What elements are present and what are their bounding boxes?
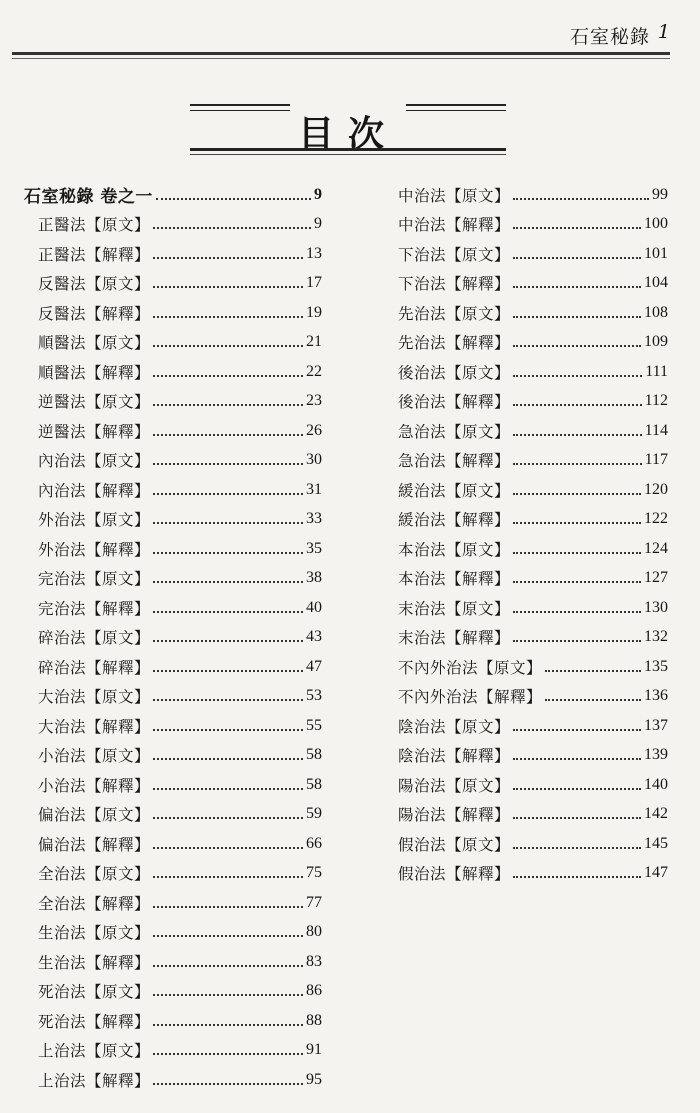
toc-entry-label: 死治法【解釋】 — [38, 1012, 151, 1031]
toc-entry-page: 77 — [306, 893, 322, 911]
toc-entry — [24, 475, 322, 505]
toc-entry-label: 急治法【原文】 — [398, 422, 511, 441]
toc-entry-page: 132 — [644, 628, 668, 646]
toc-entry-page: 26 — [306, 421, 322, 439]
header-rule-thin — [12, 58, 670, 59]
toc-entry-page: 111 — [645, 362, 668, 380]
toc-entry-page: 139 — [644, 746, 668, 764]
toc-column-left — [24, 180, 322, 1095]
toc-entry-label: 緩治法【解釋】 — [398, 511, 511, 530]
toc-entry-page: 83 — [306, 952, 322, 970]
toc-entry-label: 小治法【原文】 — [38, 747, 151, 766]
toc-entry-page: 13 — [306, 244, 322, 262]
toc-entry-page: 40 — [306, 598, 322, 616]
toc-leader-dots — [153, 257, 303, 259]
toc-entry-label: 偏治法【原文】 — [38, 806, 151, 825]
toc-entry — [384, 475, 668, 505]
toc-entry-page: 35 — [306, 539, 322, 557]
title-block — [190, 100, 506, 158]
toc-leader-dots — [153, 493, 303, 495]
toc-entry-label: 末治法【原文】 — [398, 599, 511, 618]
toc-heading — [24, 180, 322, 210]
toc-entry — [384, 623, 668, 653]
toc-entry-label: 順醫法【解釋】 — [38, 363, 151, 382]
toc-entry-label: 大治法【解釋】 — [38, 717, 151, 736]
toc-leader-dots — [153, 316, 303, 318]
toc-leader-dots — [153, 788, 303, 790]
toc-entry-label: 完治法【原文】 — [38, 570, 151, 589]
toc-entry-label: 反醫法【原文】 — [38, 275, 151, 294]
toc-leader-dots — [513, 729, 641, 731]
title-rule — [190, 110, 290, 111]
toc-entry — [24, 239, 322, 269]
toc-entry-label: 急治法【解釋】 — [398, 452, 511, 471]
toc-entry-label: 生治法【解釋】 — [38, 953, 151, 972]
toc-leader-dots — [153, 670, 303, 672]
title-rule — [406, 104, 506, 106]
toc-leader-dots — [153, 965, 303, 967]
toc-leader-dots — [513, 198, 649, 200]
toc-entry-page: 95 — [306, 1070, 322, 1088]
page-number: 1 — [657, 21, 670, 43]
toc-entry-label: 緩治法【原文】 — [398, 481, 511, 500]
toc-leader-dots — [513, 552, 641, 554]
toc-leader-dots — [513, 788, 641, 790]
toc-entry-label: 順醫法【原文】 — [38, 334, 151, 353]
toc-entry-page: 31 — [306, 480, 322, 498]
toc-entry — [24, 534, 322, 564]
toc-entry-label: 全治法【原文】 — [38, 865, 151, 884]
toc-leader-dots — [513, 611, 641, 613]
toc-leader-dots — [513, 434, 642, 436]
toc-entry — [24, 593, 322, 623]
toc-entry-label: 全治法【解釋】 — [38, 894, 151, 913]
toc-entry-page: 147 — [644, 864, 668, 882]
toc-entry — [384, 210, 668, 240]
toc-entry-label: 上治法【解釋】 — [38, 1071, 151, 1090]
toc-entry-page: 55 — [306, 716, 322, 734]
toc-leader-dots — [513, 640, 641, 642]
toc-leader-dots — [513, 493, 641, 495]
toc-entry-page: 135 — [644, 657, 668, 675]
toc-entry — [24, 977, 322, 1007]
toc-leader-dots — [153, 876, 303, 878]
toc-leader-dots — [153, 552, 303, 554]
toc-entry — [24, 416, 322, 446]
toc-entry-page: 80 — [306, 923, 322, 941]
toc-entry — [24, 269, 322, 299]
toc-entry — [24, 918, 322, 948]
toc-entry-page: 114 — [644, 421, 668, 439]
toc-entry — [24, 741, 322, 771]
toc-entry — [24, 387, 322, 417]
toc-entry-page: 101 — [644, 244, 668, 262]
toc-leader-dots — [513, 257, 641, 259]
title-rule — [406, 110, 506, 111]
header-rule — [12, 52, 670, 55]
toc-entry-page: 9 — [314, 185, 322, 203]
toc-leader-dots — [513, 286, 641, 288]
toc-leader-dots — [153, 935, 303, 937]
toc-entry-page: 137 — [644, 716, 668, 734]
toc-entry-label: 後治法【原文】 — [398, 363, 511, 382]
toc-entry — [24, 888, 322, 918]
toc-leader-dots — [153, 640, 303, 642]
toc-entry-label: 先治法【原文】 — [398, 304, 511, 323]
toc-entry — [24, 1006, 322, 1036]
toc-entry-label: 石室秘錄 卷之一 — [24, 187, 153, 208]
toc-entry — [24, 505, 322, 535]
toc-leader-dots — [513, 375, 642, 377]
toc-entry-page: 9 — [314, 215, 322, 233]
toc-entry-page: 17 — [306, 274, 322, 292]
toc-leader-dots — [153, 906, 303, 908]
toc-entry — [384, 800, 668, 830]
toc-entry-label: 上治法【原文】 — [38, 1042, 151, 1061]
toc-entry — [24, 564, 322, 594]
toc-entry — [384, 711, 668, 741]
toc-entry — [24, 357, 322, 387]
toc-entry-label: 完治法【解釋】 — [38, 599, 151, 618]
toc-entry — [384, 239, 668, 269]
toc-entry-page: 130 — [644, 598, 668, 616]
toc-entry-page: 58 — [306, 775, 322, 793]
toc-entry-label: 外治法【原文】 — [38, 511, 151, 530]
toc-leader-dots — [513, 581, 641, 583]
toc-entry — [384, 387, 668, 417]
toc-leader-dots — [513, 758, 641, 760]
toc-leader-dots — [153, 1053, 303, 1055]
toc-leader-dots — [513, 404, 642, 406]
toc-entry-label: 陽治法【原文】 — [398, 776, 511, 795]
toc-entry-label: 本治法【原文】 — [398, 540, 511, 559]
toc-entry-page: 109 — [644, 333, 668, 351]
toc-leader-dots — [153, 375, 303, 377]
title-underline — [190, 148, 506, 151]
toc-entry-page: 66 — [306, 834, 322, 852]
toc-leader-dots — [513, 345, 641, 347]
toc-leader-dots — [513, 522, 641, 524]
toc-leader-dots — [153, 611, 303, 613]
toc-leader-dots — [545, 699, 641, 701]
toc-entry-label: 本治法【解釋】 — [398, 570, 511, 589]
toc-entry — [24, 446, 322, 476]
toc-entry — [24, 1065, 322, 1095]
toc-entry-page: 140 — [644, 775, 668, 793]
page-title: 目次 — [297, 113, 398, 155]
running-title: 石室秘錄 — [569, 26, 650, 48]
toc-entry-label: 逆醫法【解釋】 — [38, 422, 151, 441]
toc-entry — [24, 210, 322, 240]
toc-entry-page: 86 — [306, 982, 322, 1000]
toc-entry — [384, 505, 668, 535]
toc-entry-label: 內治法【解釋】 — [38, 481, 151, 500]
toc-leader-dots — [513, 316, 641, 318]
toc-entry-label: 正醫法【原文】 — [38, 216, 151, 235]
toc-entry — [384, 564, 668, 594]
toc-entry-label: 大治法【原文】 — [38, 688, 151, 707]
toc-entry-label: 生治法【原文】 — [38, 924, 151, 943]
toc-leader-dots — [513, 463, 642, 465]
toc-leader-dots — [153, 345, 303, 347]
toc-entry-page: 59 — [306, 805, 322, 823]
toc-entry-label: 小治法【解釋】 — [38, 776, 151, 795]
title-rule — [190, 104, 290, 106]
toc-entry — [384, 859, 668, 889]
toc-entry-page: 91 — [306, 1041, 322, 1059]
toc-entry-page: 117 — [644, 451, 668, 469]
toc-entry-label: 反醫法【解釋】 — [38, 304, 151, 323]
toc-entry-label: 中治法【解釋】 — [398, 216, 511, 235]
toc-leader-dots — [153, 847, 303, 849]
toc-entry-label: 陰治法【原文】 — [398, 717, 511, 736]
toc-leader-dots — [513, 817, 641, 819]
toc-entry-page: 47 — [306, 657, 322, 675]
toc-entry-label: 正醫法【解釋】 — [38, 245, 151, 264]
toc-leader-dots — [153, 1083, 303, 1085]
toc-entry — [384, 770, 668, 800]
toc-entry — [384, 741, 668, 771]
toc-leader-dots — [153, 729, 303, 731]
toc-entry — [384, 652, 668, 682]
toc-entry — [384, 446, 668, 476]
toc-entry — [24, 328, 322, 358]
toc-entry-label: 碎治法【原文】 — [38, 629, 151, 648]
toc-entry — [24, 770, 322, 800]
toc-entry-page: 22 — [306, 362, 322, 380]
running-header — [0, 12, 700, 52]
toc-entry-label: 中治法【原文】 — [398, 186, 511, 205]
toc-entry — [384, 534, 668, 564]
toc-entry-label: 外治法【解釋】 — [38, 540, 151, 559]
toc-entry — [24, 800, 322, 830]
toc-entry — [24, 298, 322, 328]
toc-leader-dots — [156, 198, 311, 200]
toc-entry-page: 23 — [306, 392, 322, 410]
toc-leader-dots — [153, 463, 303, 465]
toc-entry-label: 不內外治法【原文】 — [398, 658, 543, 677]
toc-entry — [384, 416, 668, 446]
toc-leader-dots — [153, 581, 303, 583]
toc-entry — [384, 269, 668, 299]
toc-entry — [24, 829, 322, 859]
toc-entry-page: 19 — [306, 303, 322, 321]
toc-entry-page: 38 — [306, 569, 322, 587]
toc-leader-dots — [153, 434, 303, 436]
toc-leader-dots — [513, 227, 641, 229]
toc-leader-dots — [545, 670, 641, 672]
toc-entry-page: 21 — [306, 333, 322, 351]
toc-entry-page: 88 — [306, 1011, 322, 1029]
toc-entry-label: 碎治法【解釋】 — [38, 658, 151, 677]
toc-entry — [24, 859, 322, 889]
toc-entry-label: 偏治法【解釋】 — [38, 835, 151, 854]
toc-entry-label: 內治法【原文】 — [38, 452, 151, 471]
toc-entry — [24, 623, 322, 653]
toc-entry — [384, 682, 668, 712]
toc-leader-dots — [153, 758, 303, 760]
toc-leader-dots — [153, 699, 303, 701]
toc-entry-page: 104 — [644, 274, 668, 292]
toc-leader-dots — [153, 1024, 303, 1026]
toc-entry-page: 142 — [644, 805, 668, 823]
toc-entry-page: 145 — [644, 834, 668, 852]
toc-entry-page: 108 — [644, 303, 668, 321]
toc-entry — [24, 947, 322, 977]
toc-entry — [384, 328, 668, 358]
toc-entry-label: 不內外治法【解釋】 — [398, 688, 543, 707]
toc-entry-label: 後治法【解釋】 — [398, 393, 511, 412]
toc-entry-label: 下治法【原文】 — [398, 245, 511, 264]
toc-entry-page: 136 — [644, 687, 668, 705]
toc-entry — [24, 682, 322, 712]
toc-entry — [384, 829, 668, 859]
toc-entry-label: 逆醫法【原文】 — [38, 393, 151, 412]
toc-entry — [24, 1036, 322, 1066]
toc-entry — [384, 298, 668, 328]
toc-entry — [24, 711, 322, 741]
toc-entry-label: 假治法【解釋】 — [398, 865, 511, 884]
toc-entry-label: 陰治法【解釋】 — [398, 747, 511, 766]
toc-entry-page: 122 — [644, 510, 668, 528]
toc-entry — [384, 357, 668, 387]
toc-entry-page: 124 — [644, 539, 668, 557]
toc-entry-page: 58 — [306, 746, 322, 764]
toc-entry-label: 先治法【解釋】 — [398, 334, 511, 353]
toc-column-right — [384, 180, 668, 888]
toc-entry-label: 下治法【解釋】 — [398, 275, 511, 294]
toc-entry — [384, 180, 668, 210]
toc-entry-page: 100 — [644, 215, 668, 233]
toc-entry-label: 死治法【原文】 — [38, 983, 151, 1002]
toc-leader-dots — [153, 286, 303, 288]
toc-leader-dots — [153, 994, 303, 996]
toc-leader-dots — [153, 817, 303, 819]
toc-entry-page: 30 — [306, 451, 322, 469]
toc-leader-dots — [153, 404, 303, 406]
toc-leader-dots — [513, 847, 641, 849]
toc-entry-page: 53 — [306, 687, 322, 705]
toc-entry-page: 43 — [306, 628, 322, 646]
toc-entry-label: 陽治法【解釋】 — [398, 806, 511, 825]
toc-leader-dots — [153, 522, 303, 524]
toc-entry-page: 127 — [644, 569, 668, 587]
title-underline-thin — [190, 154, 506, 155]
toc-entry — [24, 652, 322, 682]
toc-leader-dots — [153, 227, 311, 229]
toc-entry-page: 75 — [306, 864, 322, 882]
toc-entry-page: 120 — [644, 480, 668, 498]
toc-leader-dots — [513, 876, 641, 878]
toc-entry-label: 假治法【原文】 — [398, 835, 511, 854]
toc-entry-label: 末治法【解釋】 — [398, 629, 511, 648]
toc-entry-page: 112 — [644, 392, 668, 410]
toc-entry-page: 33 — [306, 510, 322, 528]
toc-entry-page: 99 — [652, 185, 668, 203]
toc-entry — [384, 593, 668, 623]
